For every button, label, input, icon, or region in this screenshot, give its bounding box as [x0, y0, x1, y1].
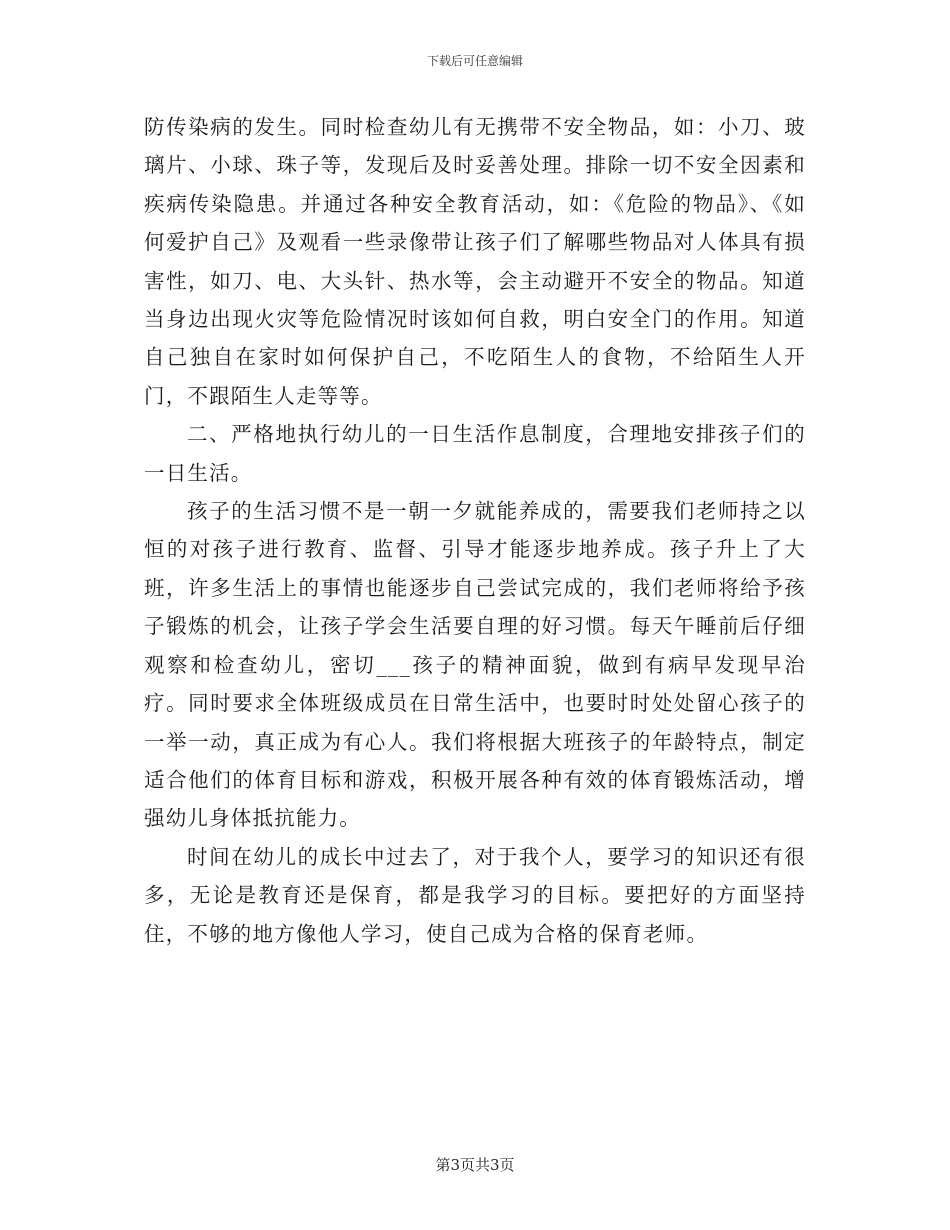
paragraph-living-habits: 孩子的生活习惯不是一朝一夕就能养成的，需要我们老师持之以恒的对孩子进行教育、监督、引导才能逐步地养成。孩子升上了大班，许多生活上的事情也能逐步自己尝试完成的，我们老师将给予孩子锻炼的机会，让孩子学会生活要自理的好习惯。每天午睡前后仔细观察和检查幼儿，密切___孩子的精神面貌，做到有病早发现早治疗。同时要求全体班级成员在日常生活中，也要时时处处留心孩子的一举一动，真正成为有心人。我们将根据大班孩子的年龄特点，制定适合他们的体育目标和游戏，积极开展各种有效的体育锻炼活动，增强幼儿身体抵抗能力。 — [144, 499, 806, 831]
document-body — [144, 108, 806, 953]
paragraph-safety-continued: 防传染病的发生。同时检查幼儿有无携带不安全物品，如：小刀、玻璃片、小球、珠子等，发现后及时妥善处理。排除一切不安全因素和疾病传染隐患。并通过各种安全教育活动，如：《危险的物品》、《如何爱护自己》及观看一些录像带让孩子们了解哪些物品对人体具有损害性，如刀、电、大头针、热水等，会主动避开不安全的物品。知道当身边出现火灾等危险情况时该如何自救，明白安全门的作用。知道自己独自在家时如何保护自己，不吃陌生人的食物，不给陌生人开门，不跟陌生人走等等。 — [144, 115, 806, 408]
paragraph-section-two-heading: 二、严格地执行幼儿的一日生活作息制度，合理地安排孩子们的一日生活。 — [144, 422, 806, 485]
page-header-note: 下载后可任意编辑 — [426, 54, 523, 68]
paragraph-conclusion: 时间在幼儿的成长中过去了，对于我个人，要学习的知识还有很多，无论是教育还是保育，都是我学习的目标。要把好的方面坚持住，不够的地方像他人学习，使自己成为合格的保育老师。 — [144, 844, 806, 946]
page-number: 第3页共3页 — [435, 1156, 515, 1174]
